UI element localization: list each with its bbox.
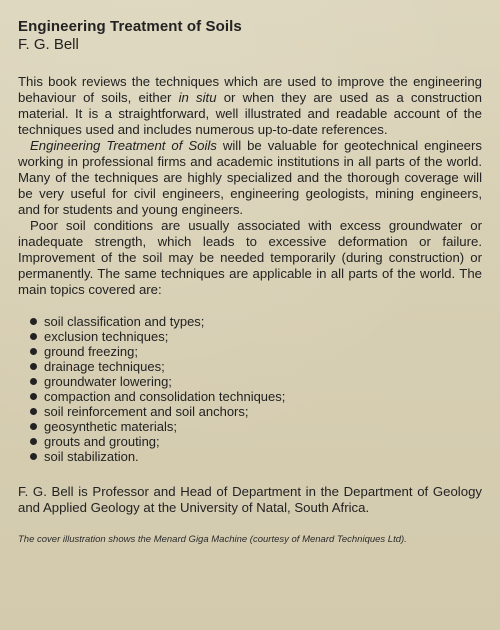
topic-item	[30, 344, 482, 359]
topic-text: soil stabilization.	[44, 449, 139, 464]
topics-list	[30, 314, 482, 464]
bullet-icon	[30, 318, 37, 325]
topic-item	[30, 359, 482, 374]
bullet-icon	[30, 438, 37, 445]
topic-item	[30, 374, 482, 389]
description-paragraph-1	[18, 74, 482, 138]
topic-item	[30, 434, 482, 449]
topic-item	[30, 389, 482, 404]
bullet-icon	[30, 393, 37, 400]
description-paragraph-3: Poor soil conditions are usually associated with excess groundwater or inadequate strength, which leads to excessive deformation or failure. Improvement of the soil may be needed temporarily (during construction) or permanently. The same techniques are applicable in all parts of the world. The main topics covered are:	[18, 218, 482, 297]
topic-text: groundwater lowering;	[44, 374, 172, 389]
topic-item	[30, 404, 482, 419]
bullet-icon	[30, 363, 37, 370]
description-paragraph-1-part-2: or when they are used as a construction material. It is a straightforward, well illustrated and readable account of the techniques used and includes numerous up-to-date references.	[18, 90, 483, 137]
topic-text: exclusion techniques;	[44, 329, 169, 344]
description-paragraph-1-italic-term: in situ	[178, 90, 217, 105]
description-paragraph-2-book-title: Engineering Treatment of Soils	[30, 138, 217, 153]
bullet-icon	[30, 423, 37, 430]
book-title: Engineering Treatment of Soils	[18, 18, 242, 35]
book-author: F. G. Bell	[18, 36, 79, 53]
topic-text: ground freezing;	[44, 344, 138, 359]
topic-text: drainage techniques;	[44, 359, 165, 374]
topic-text: geosynthetic materials;	[44, 419, 177, 434]
topic-item	[30, 419, 482, 434]
description-paragraph-2-text: will be valuable for geotechnical engineers working in professional firms and academic institutions in all parts of the world. Many of the techniques are highly specialized and the thorough coverage will be very useful for civil engineers, engineering geologists, mining engineers, and for students and young engineers.	[18, 138, 483, 217]
topic-text: soil classification and types;	[44, 314, 205, 329]
author-bio: F. G. Bell is Professor and Head of Department in the Department of Geology and Applied Geology at the University of Natal, South Africa.	[18, 484, 482, 515]
topic-text: compaction and consolidation techniques;	[44, 389, 286, 404]
topic-item	[30, 329, 482, 344]
bullet-icon	[30, 348, 37, 355]
description-paragraph-1-part-1: This book reviews the techniques which are used to improve the engineering behaviour of soils, either	[18, 74, 482, 105]
topic-item	[30, 314, 482, 329]
topic-text: soil reinforcement and soil anchors;	[44, 404, 249, 419]
bullet-icon	[30, 333, 37, 340]
description-paragraph-2	[18, 138, 482, 218]
topic-text: grouts and grouting;	[44, 434, 160, 449]
bullet-icon	[30, 378, 37, 385]
topic-item	[30, 449, 482, 464]
cover-illustration-caption: The cover illustration shows the Menard Giga Machine (courtesy of Menard Techniques Ltd).	[18, 534, 407, 545]
bullet-icon	[30, 408, 37, 415]
bullet-icon	[30, 453, 37, 460]
